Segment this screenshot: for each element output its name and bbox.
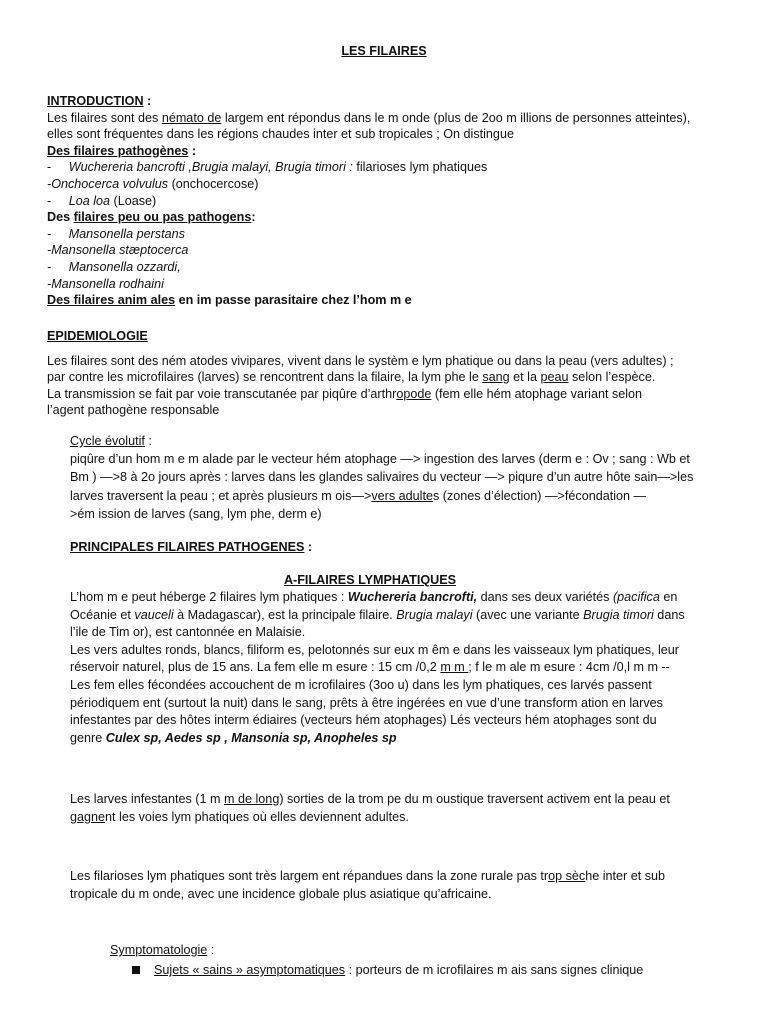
- larves-line-2: gagnent les voies lym phatiques où elles deviennent adultes.: [70, 810, 409, 824]
- filarioses-line-2: tropicale du m onde, avec une incidence globale plus asiatique qu’africaine.: [70, 887, 492, 901]
- filarioses-line-1: Les filarioses lym phatiques sont très largem ent répandues dans la zone rurale pas trop sèche inter et sub: [70, 869, 666, 883]
- peu-item-3: - Mansonella ozzardi,: [47, 259, 181, 274]
- peu-item-1: - Mansonella perstans: [47, 226, 185, 241]
- pathogene-item-1: - Wuchereria bancrofti ,Brugia malayi, Brugia timori : filarioses lym phatiques: [47, 160, 488, 175]
- animales-line: Des filaires anim ales en im passe parasitaire chez l’hom m e: [47, 293, 412, 308]
- symptomatologie-heading: Symptomatologie :: [110, 943, 215, 957]
- epi-line-2: par contre les microfilaires (larves) se rencontrent dans la filaire, la lym phe le sang et la peau selon l’espèce.: [47, 370, 656, 385]
- square-bullet-icon: [132, 966, 140, 974]
- introduction-heading: INTRODUCTION :: [47, 94, 152, 108]
- cycle-heading: Cycle évolutif :: [70, 434, 152, 448]
- lymph-heading: A-FILAIRES LYMPHATIQUES: [283, 573, 457, 587]
- pathogene-item-2: -Onchocerca volvulus (onchocercose): [47, 176, 259, 191]
- lymph-line-9: genre Culex sp, Aedes sp , Mansonia sp, Anopheles sp: [70, 730, 397, 745]
- cycle-line-4: >ém ission de larves (sang, lym phe, derm e): [70, 506, 322, 521]
- cycle-section: [70, 432, 730, 523]
- lymph-line-5: réservoir naturel, plus de 15 ans. La fem elle m esure : 15 cm /0,2 m m ; f le m ale m esure : 4cm /0,l m m --: [70, 660, 670, 675]
- epidemiologie-heading: EPIDEMIOLOGIE: [47, 329, 148, 343]
- symptom-list-item: Sujets « sains » asymptomatiques : porteurs de m icrofilaires m ais sans signes clinique: [132, 962, 643, 979]
- peu-item-4: -Mansonella rodhaini: [47, 276, 164, 291]
- lymph-line-8: infestantes par des hôtes interm édiaires (vecteurs hém atophages) Lés vecteurs hém atophages sont du: [70, 713, 657, 728]
- epidemiologie-section: [47, 328, 723, 419]
- cycle-line-2: Bm ) —>8 à 2o jours après : larves dans les glandes salivaires du vecteur —> piqure d’un autre hôte sain—>les: [70, 470, 694, 485]
- page-title: LES FILAIRES: [341, 44, 427, 58]
- intro-line-1: Les filaires sont des némato de largem ent répondus dans le m onde (plus de 2oo m illions de personnes atteintes),: [47, 110, 691, 125]
- intro-line-2: elles sont fréquentes dans les régions chaudes inter et sub tropicales ; On distingue: [47, 127, 514, 142]
- lymph-line-4: Les vers adultes ronds, blancs, filiform es, pelotonnés sur eux m êm e dans les vaisseaux lym phatiques, leur: [70, 642, 679, 657]
- epi-line-4: l’agent pathogène responsable: [47, 403, 220, 418]
- principales-heading: PRINCIPALES FILAIRES PATHOGENES :: [70, 540, 313, 554]
- lymph-line-1: L’hom m e peut héberge 2 filaires lym phatiques : Wuchereria bancrofti, dans ses deux variétés (pacifica en: [70, 590, 678, 604]
- larves-paragraph: [70, 790, 730, 826]
- introduction-section: [47, 93, 727, 309]
- lymph-line-3: l’ile de Tim or), est cantonnée en Malaisie.: [70, 625, 306, 640]
- lymph-body: [70, 589, 730, 747]
- pathogenes-heading: Des filaires pathogènes :: [47, 143, 197, 158]
- cycle-line-3: larves traversent la peau ; et après plusieurs m ois—>vers adultes (zones d’élection) —>fécondation —: [70, 488, 647, 503]
- epi-line-1: Les filaires sont des ném atodes vivipares, vivent dans le systèm e lym phatique ou dans la peau (vers adultes) ;: [47, 353, 674, 368]
- lymph-line-7: périodiquem ent (surtout la nuit) dans le sang, prêts à être ingérées en vue d’une transform ation en larves: [70, 695, 663, 710]
- pathogene-item-3: - Loa loa (Loase): [47, 193, 157, 208]
- lymph-line-2: Océanie et vauceli à Madagascar), est la principale filaire. Brugia malayi (avec une variante Brugia timori dans: [70, 607, 685, 622]
- cycle-line-1: piqûre d’un hom m e m alade par le vecteur hém atophage —> ingestion des larves (derm e : Ov ; sang : Wb et: [70, 452, 690, 467]
- larves-line-1: Les larves infestantes (1 m m de long) sorties de la trom pe du m oustique traversent activem ent la peau et: [70, 792, 670, 806]
- peu-pathogenes-heading: Des filaires peu ou pas pathogens:: [47, 210, 256, 225]
- epi-line-3: La transmission se fait par voie transcutanée par piqûre d’arthropode (fem elle hém atophage variant selon: [47, 386, 643, 401]
- lymph-line-6: Les fem elles fécondées accouchent de m icrofilaires (3oo u) dans les lym phatiques, ces larvés passent: [70, 677, 652, 692]
- peu-item-2: -Mansonella stæptocerca: [47, 243, 189, 258]
- filarioses-paragraph: [70, 867, 730, 903]
